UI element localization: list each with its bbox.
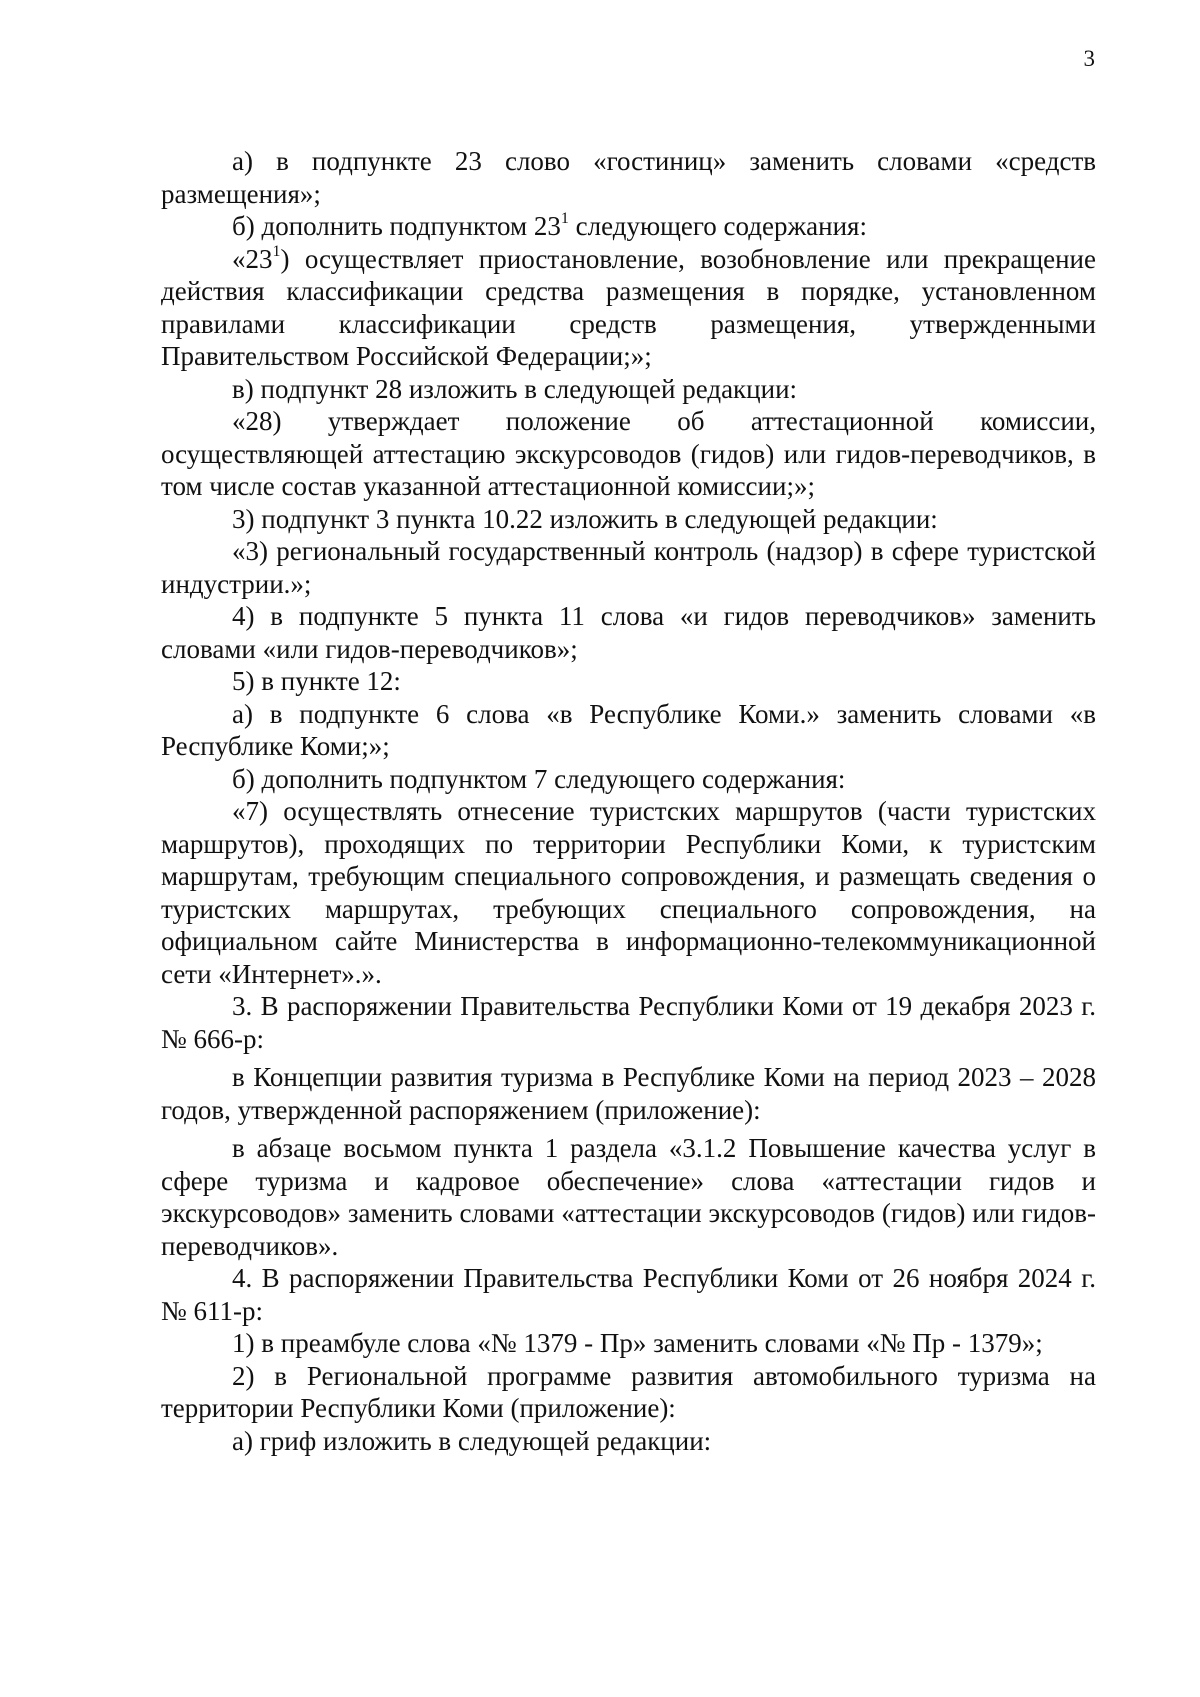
paragraph [161,243,1096,373]
document-body [161,145,1096,1457]
paragraph: 4) в подпункте 5 пункта 11 слова «и гидов переводчиков» заменить словами «или гидов-переводчиков»; [161,601,1096,664]
superscript: 1 [272,242,281,260]
paragraph: а) в подпункте 6 слова «в Республике Коми.» заменить словами «в Республике Коми;»; [161,698,1096,761]
text-run: следующего содержания: [568,211,867,241]
paragraph: 3) подпункт 3 пункта 10.22 изложить в следующей редакции: [232,503,938,534]
page-number: 3 [1083,46,1095,71]
paragraph: 5) в пункте 12: [232,666,401,696]
paragraph: «3) региональный государственный контроль (надзор) в сфере туристской индустрии.»; [161,536,1096,599]
paragraph: 4. В распоряжении Правительства Республики Коми от 26 ноября 2024 г. № 611-р: [161,1263,1096,1326]
text-run: ) осуществляет приостановление, возобновление или прекращение действия классификации средства размещения в порядке, установленном правилами классификации средств размещения, утвержденными Правительством Российской Федерации;»; [161,243,1096,371]
paragraph: б) дополнить подпунктом 7 следующего содержания: [232,763,846,794]
paragraph [161,210,1096,243]
paragraph: в) подпункт 28 изложить в следующей редакции: [232,373,798,404]
paragraph: а) в подпункте 23 слово «гостиниц» заменить словами «средств размещения»; [161,146,1096,209]
paragraph: «28) утверждает положение об аттестационной комиссии, осуществляющей аттестацию экскурсоводов (гидов) или гидов-переводчиков, в том числе состав указанной аттестационной комиссии;»; [161,406,1096,501]
paragraph: 2) в Региональной программе развития автомобильного туризма на территории Республики Коми (приложение): [161,1360,1096,1423]
paragraph: а) гриф изложить в следующей редакции: [232,1425,712,1456]
superscript: 1 [560,210,569,227]
text-run: «23 [232,243,273,274]
paragraph: 1) в преамбуле слова «№ 1379 - Пр» заменить словами «№ Пр - 1379»; [232,1328,1043,1358]
paragraph: «7) осуществлять отнесение туристских маршрутов (части туристских маршрутов), проходящих по территории Республики Коми, к туристским маршрутам, требующим специального сопровождения, и размещать сведения о туристских маршрутах, требующих специального сопровождения, на официальном сайте Министерства в информационно-телекоммуникационной сети «Интернет».». [161,796,1096,989]
paragraph: в абзаце восьмом пункта 1 раздела «3.1.2 Повышение качества услуг в сфере туризма и кадровое обеспечение» слова «аттестации гидов и экскурсоводов» заменить словами «аттестации экскурсоводов (гидов) или гидов-переводчиков». [161,1133,1096,1261]
paragraph: в Концепции развития туризма в Республике Коми на период 2023 – 2028 годов, утвержденной распоряжением (приложение): [161,1062,1096,1125]
paragraph: 3. В распоряжении Правительства Республики Коми от 19 декабря 2023 г. № 666-р: [161,991,1096,1054]
text-run: б) дополнить подпунктом 23 [232,211,561,241]
